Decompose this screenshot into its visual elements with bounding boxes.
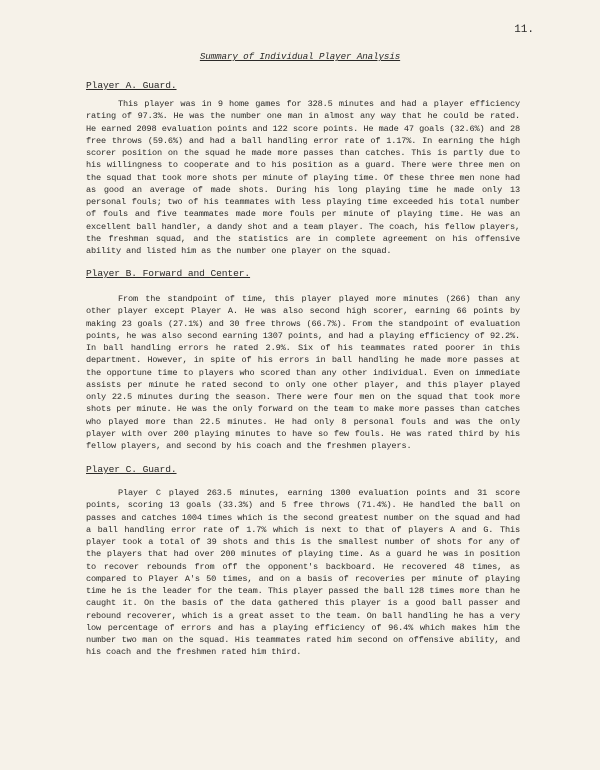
section-body-player-a: This player was in 9 home games for 328.5 minutes and had a player efficiency rating of 97.3%. He was the number one man in almost any way that he could be rated. He earned 2098 evaluation points and 122 score points. He made 47 goals (32.6%) and 28 free throws (59.6%) and had a ball handling error rate of 1.17%. In earning the high scorer position on the squad he made more passes than catches. This is partly due to his willingness to cooperate and to his position as a guard. There were three men on the squad that took more shots per minute of playing time. Of these three men none had as good an average of made shots. During his long playing time he made only 13 personal fouls; two of his teammates with less playing time exceeded his total number of fouls and five teammates made more fouls per minute of playing time. He was an excellent ball handler, a dandy shot and a team player. The coach, his fellow players, the freshman squad, and the statistics are in complete agreement on his offensive ability and listed him as the number one player on the squad. [86,99,520,256]
section-heading-player-c: Player C. Guard. [86,464,177,475]
section-body-player-b: From the standpoint of time, this player played more minutes (266) than any other player except Player A. He was also second high scorer, earning 66 points by making 23 goals (27.1%) and 30 free throws (66.7%). From the standpoint of evaluation points, he was also second earning 1307 points, and had a playing efficiency of 92.2%. In ball handling errors he rated 2.9%. Six of his teammates rated poorer in this department. However, in spite of his errors in ball handling he made more passes at the opportune time to players who scored than any other individual. Even on immediate assists per minute he rated second to only one other player, and this player played only 22.5 minutes during the season. There were four men on the squad that took more shots per minute. He was the only forward on the team to make more passes than catches who played more than 22.5 minutes. He had only 8 personal fouls and was the only player with over 200 playing minutes to have so few fouls. He was rated third by his fellow players, and second by his coach and the freshmen players. [86,294,520,451]
section-heading-player-b: Player B. Forward and Center. [86,268,251,279]
document-title-text: Summary of Individual Player Analysis [199,51,401,62]
section-body-player-c: Player C played 263.5 minutes, earning 1300 evaluation points and 31 score points, scoring 13 goals (33.3%) and 5 free throws (71.4%). He handled the ball on passes and catches 1004 times which is the second greatest number on the squad and had a ball handling error rate of 1.7% which is next to that of players A and G. This player took a total of 39 shots and this is the smallest number of shots for any of the players that had over 200 minutes of playing time. As a guard he was in position to recover rebounds from off the opponent's backboard. He recovered 48 times, as compared to Player A's 50 times, and on a basis of recoveries per minute of playing time he is the leader for the team. This player passed the ball 128 times more than he caught it. On the basis of the data gathered this player is a good ball passer and rebound recoverer, which is a great asset to the team. On ball handling he has a very low percentage of errors and has a playing efficiency of 96.4% which makes him the number two man on the squad. His teammates rated him second on offensive ability, and his coach and the freshmen rated him third. [86,488,520,658]
section-heading-player-a: Player A. Guard. [86,80,177,91]
page-number: 11. [514,24,534,36]
document-title [0,51,600,62]
